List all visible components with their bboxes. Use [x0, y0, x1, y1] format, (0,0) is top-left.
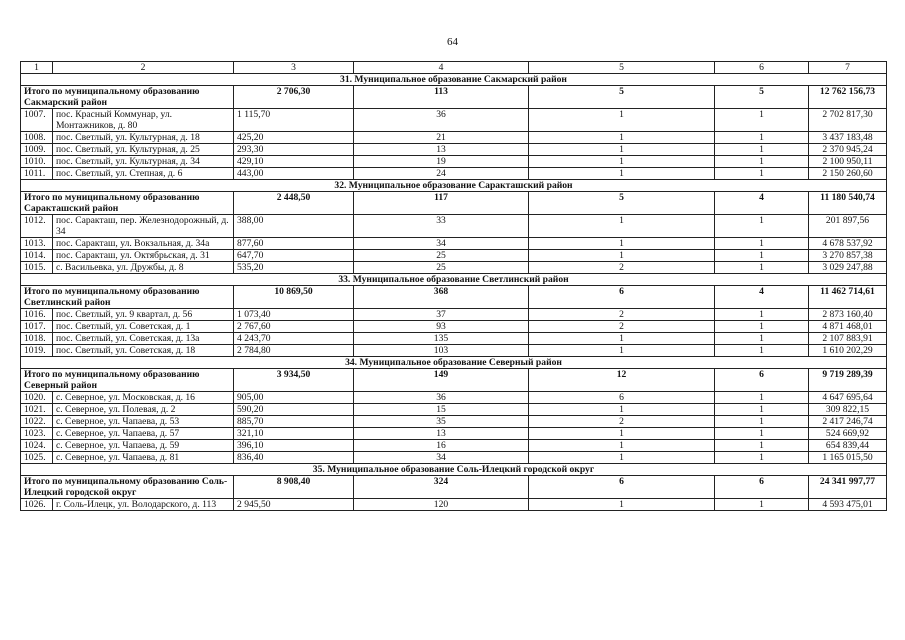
row-number: 1007. [21, 109, 53, 132]
residents: 37 [354, 309, 529, 321]
total-col6: 4 [715, 192, 809, 215]
section-title: 33. Муниципальное образование Светлинский район [21, 274, 887, 286]
total-cost: 11 180 540,74 [809, 192, 887, 215]
table-row [21, 392, 887, 404]
col5: 1 [529, 109, 715, 132]
cost: 4 871 468,01 [809, 321, 887, 333]
col6: 1 [715, 416, 809, 428]
residents: 120 [354, 499, 529, 511]
address: с. Северное, ул. Чапаева, д. 81 [53, 452, 234, 464]
residents: 16 [354, 440, 529, 452]
area: 877,60 [234, 238, 354, 250]
area: 1 073,40 [234, 309, 354, 321]
col6: 1 [715, 168, 809, 180]
table-row [21, 333, 887, 345]
address: с. Северное, ул. Чапаева, д. 59 [53, 440, 234, 452]
total-area: 3 934,50 [234, 369, 354, 392]
area: 429,10 [234, 156, 354, 168]
address: пос. Саракташ, пер. Железнодорожный, д. 34 [53, 215, 234, 238]
address: с. Северное, ул. Московская, д. 16 [53, 392, 234, 404]
address: с. Северное, ул. Чапаева, д. 57 [53, 428, 234, 440]
row-number: 1018. [21, 333, 53, 345]
total-label: Итого по муниципальному образованию Северный район [21, 369, 234, 392]
row-number: 1019. [21, 345, 53, 357]
cost: 2 150 260,60 [809, 168, 887, 180]
row-number: 1017. [21, 321, 53, 333]
section-title-row [21, 74, 887, 86]
total-residents: 149 [354, 369, 529, 392]
address: пос. Светлый, ул. Культурная, д. 34 [53, 156, 234, 168]
cost: 4 593 475,01 [809, 499, 887, 511]
col6: 1 [715, 156, 809, 168]
row-number: 1026. [21, 499, 53, 511]
address: пос. Светлый, ул. Культурная, д. 18 [53, 132, 234, 144]
row-number: 1016. [21, 309, 53, 321]
total-residents: 113 [354, 86, 529, 109]
total-cost: 11 462 714,61 [809, 286, 887, 309]
address: пос. Светлый, ул. Советская, д. 18 [53, 345, 234, 357]
col6: 1 [715, 262, 809, 274]
cost: 3 029 247,88 [809, 262, 887, 274]
column-number: 2 [53, 62, 234, 74]
address: пос. Светлый, ул. Советская, д. 1 [53, 321, 234, 333]
column-number: 7 [809, 62, 887, 74]
row-number: 1023. [21, 428, 53, 440]
section-title: 35. Муниципальное образование Соль-Илецкий городской округ [21, 464, 887, 476]
col5: 1 [529, 404, 715, 416]
page-number: 64 [447, 36, 458, 48]
table-row [21, 168, 887, 180]
section-title: 31. Муниципальное образование Сакмарский район [21, 74, 887, 86]
cost: 2 417 246,74 [809, 416, 887, 428]
row-number: 1015. [21, 262, 53, 274]
section-total-row [21, 369, 887, 392]
area: 321,10 [234, 428, 354, 440]
column-number: 3 [234, 62, 354, 74]
table-row [21, 499, 887, 511]
col5: 1 [529, 238, 715, 250]
table-row [21, 250, 887, 262]
table-row [21, 309, 887, 321]
col6: 1 [715, 144, 809, 156]
col5: 1 [529, 168, 715, 180]
residents: 33 [354, 215, 529, 238]
section-title-row [21, 180, 887, 192]
area: 2 767,60 [234, 321, 354, 333]
section-title-row [21, 274, 887, 286]
col6: 1 [715, 345, 809, 357]
col6: 1 [715, 109, 809, 132]
section-title: 32. Муниципальное образование Саракташский район [21, 180, 887, 192]
row-number: 1020. [21, 392, 53, 404]
address: с. Северное, ул. Чапаева, д. 53 [53, 416, 234, 428]
residents: 34 [354, 238, 529, 250]
table-row [21, 404, 887, 416]
cost: 3 270 857,38 [809, 250, 887, 262]
address: пос. Красный Коммунар, ул. Монтажников, д. 80 [53, 109, 234, 132]
col5: 1 [529, 215, 715, 238]
col5: 1 [529, 499, 715, 511]
col6: 1 [715, 428, 809, 440]
total-col5: 12 [529, 369, 715, 392]
col6: 1 [715, 440, 809, 452]
total-label: Итого по муниципальному образованию Светлинский район [21, 286, 234, 309]
address: с. Васильевка, ул. Дружбы, д. 8 [53, 262, 234, 274]
area: 647,70 [234, 250, 354, 262]
residents: 36 [354, 392, 529, 404]
table-row [21, 452, 887, 464]
col5: 1 [529, 440, 715, 452]
col5: 1 [529, 345, 715, 357]
col5: 1 [529, 250, 715, 262]
address: пос. Светлый, ул. 9 квартал, д. 56 [53, 309, 234, 321]
col6: 1 [715, 238, 809, 250]
col5: 2 [529, 262, 715, 274]
row-number: 1022. [21, 416, 53, 428]
table-row [21, 262, 887, 274]
col5: 1 [529, 333, 715, 345]
section-total-row [21, 192, 887, 215]
total-label: Итого по муниципальному образованию Соль-Илецкий городской округ [21, 476, 234, 499]
total-col6: 5 [715, 86, 809, 109]
area: 885,70 [234, 416, 354, 428]
col5: 1 [529, 156, 715, 168]
row-number: 1009. [21, 144, 53, 156]
address: пос. Саракташ, ул. Октябрьская, д. 31 [53, 250, 234, 262]
row-number: 1013. [21, 238, 53, 250]
area: 2 945,50 [234, 499, 354, 511]
row-number: 1010. [21, 156, 53, 168]
row-number: 1024. [21, 440, 53, 452]
total-col5: 6 [529, 286, 715, 309]
residents: 13 [354, 144, 529, 156]
residents: 25 [354, 250, 529, 262]
total-area: 2 706,30 [234, 86, 354, 109]
table-row [21, 156, 887, 168]
total-col6: 6 [715, 369, 809, 392]
total-residents: 117 [354, 192, 529, 215]
residents: 34 [354, 452, 529, 464]
address: пос. Светлый, ул. Степная, д. 6 [53, 168, 234, 180]
col6: 1 [715, 404, 809, 416]
area: 4 243,70 [234, 333, 354, 345]
section-title-row [21, 357, 887, 369]
col6: 1 [715, 132, 809, 144]
address: г. Соль-Илецк, ул. Володарского, д. 113 [53, 499, 234, 511]
cost: 2 107 883,91 [809, 333, 887, 345]
col5: 2 [529, 309, 715, 321]
col6: 1 [715, 321, 809, 333]
residents: 13 [354, 428, 529, 440]
table-row [21, 144, 887, 156]
total-area: 10 869,50 [234, 286, 354, 309]
col5: 2 [529, 416, 715, 428]
row-number: 1014. [21, 250, 53, 262]
total-residents: 324 [354, 476, 529, 499]
table-row [21, 109, 887, 132]
residents: 135 [354, 333, 529, 345]
residents: 103 [354, 345, 529, 357]
area: 590,20 [234, 404, 354, 416]
table-row [21, 345, 887, 357]
residents: 19 [354, 156, 529, 168]
area: 443,00 [234, 168, 354, 180]
section-total-row [21, 86, 887, 109]
total-col6: 6 [715, 476, 809, 499]
cost: 4 678 537,92 [809, 238, 887, 250]
area: 425,20 [234, 132, 354, 144]
table-row [21, 215, 887, 238]
row-number: 1011. [21, 168, 53, 180]
row-number: 1008. [21, 132, 53, 144]
column-number-header-row [21, 62, 887, 74]
section-title: 34. Муниципальное образование Северный район [21, 357, 887, 369]
area: 535,20 [234, 262, 354, 274]
total-cost: 9 719 289,39 [809, 369, 887, 392]
col6: 1 [715, 309, 809, 321]
table-row [21, 238, 887, 250]
col5: 1 [529, 132, 715, 144]
cost: 201 897,56 [809, 215, 887, 238]
table-row [21, 428, 887, 440]
section-title-row [21, 464, 887, 476]
area: 388,00 [234, 215, 354, 238]
table-row [21, 321, 887, 333]
row-number: 1012. [21, 215, 53, 238]
section-total-row [21, 286, 887, 309]
table-row [21, 440, 887, 452]
row-number: 1021. [21, 404, 53, 416]
total-cost: 24 341 997,77 [809, 476, 887, 499]
col5: 6 [529, 392, 715, 404]
col6: 1 [715, 333, 809, 345]
address: пос. Саракташ, ул. Вокзальная, д. 34а [53, 238, 234, 250]
col6: 1 [715, 499, 809, 511]
address: пос. Светлый, ул. Советская, д. 13а [53, 333, 234, 345]
address: с. Северное, ул. Полевая, д. 2 [53, 404, 234, 416]
total-area: 8 908,40 [234, 476, 354, 499]
col6: 1 [715, 392, 809, 404]
residents: 35 [354, 416, 529, 428]
col5: 1 [529, 144, 715, 156]
area: 293,30 [234, 144, 354, 156]
column-number: 4 [354, 62, 529, 74]
area: 836,40 [234, 452, 354, 464]
column-number: 5 [529, 62, 715, 74]
total-col6: 4 [715, 286, 809, 309]
cost: 3 437 183,48 [809, 132, 887, 144]
area: 1 115,70 [234, 109, 354, 132]
section-total-row [21, 476, 887, 499]
cost: 2 370 945,24 [809, 144, 887, 156]
table-row [21, 416, 887, 428]
residents: 36 [354, 109, 529, 132]
cost: 2 873 160,40 [809, 309, 887, 321]
column-number: 6 [715, 62, 809, 74]
address: пос. Светлый, ул. Культурная, д. 25 [53, 144, 234, 156]
total-col5: 6 [529, 476, 715, 499]
col6: 1 [715, 215, 809, 238]
col6: 1 [715, 250, 809, 262]
cost: 1 610 202,29 [809, 345, 887, 357]
housing-table [20, 61, 887, 511]
total-cost: 12 762 156,73 [809, 86, 887, 109]
residents: 93 [354, 321, 529, 333]
total-col5: 5 [529, 86, 715, 109]
total-label: Итого по муниципальному образованию Саракташский район [21, 192, 234, 215]
table-row [21, 132, 887, 144]
col5: 1 [529, 428, 715, 440]
total-area: 2 448,50 [234, 192, 354, 215]
cost: 4 647 695,64 [809, 392, 887, 404]
cost: 309 822,15 [809, 404, 887, 416]
residents: 24 [354, 168, 529, 180]
cost: 2 100 950,11 [809, 156, 887, 168]
residents: 15 [354, 404, 529, 416]
column-number: 1 [21, 62, 53, 74]
total-label: Итого по муниципальному образованию Сакмарский район [21, 86, 234, 109]
col5: 1 [529, 452, 715, 464]
area: 2 784,80 [234, 345, 354, 357]
cost: 2 702 817,30 [809, 109, 887, 132]
area: 905,00 [234, 392, 354, 404]
total-col5: 5 [529, 192, 715, 215]
residents: 25 [354, 262, 529, 274]
col6: 1 [715, 452, 809, 464]
cost: 524 669,92 [809, 428, 887, 440]
cost: 1 165 015,50 [809, 452, 887, 464]
total-residents: 368 [354, 286, 529, 309]
row-number: 1025. [21, 452, 53, 464]
residents: 21 [354, 132, 529, 144]
cost: 654 839,44 [809, 440, 887, 452]
area: 396,10 [234, 440, 354, 452]
col5: 2 [529, 321, 715, 333]
